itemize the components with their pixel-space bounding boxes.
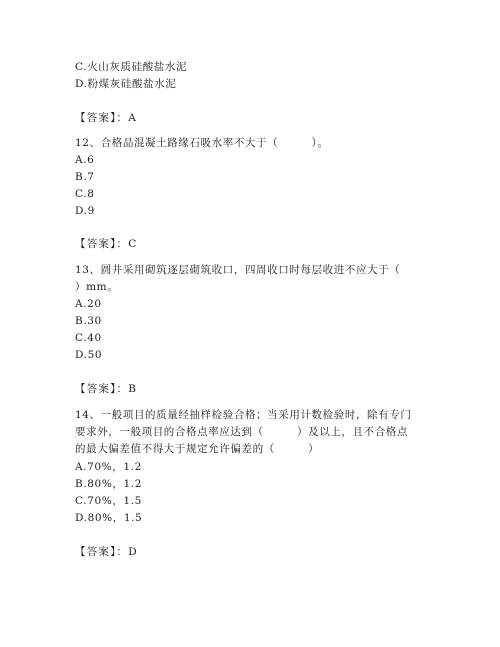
option-c: C.火山灰质硅酸盐水泥 — [75, 61, 188, 73]
option-d: D.50 — [75, 349, 103, 361]
question-12-stem: 12、合格品混凝土路缘石吸水率不大于（ ）。 — [75, 137, 329, 149]
option-c: C.70%，1.5 — [75, 495, 142, 507]
option-c: C.8 — [75, 188, 95, 200]
answer-line: 【答案】：B — [75, 383, 138, 395]
option-d: D.9 — [75, 205, 95, 217]
answer-line: 【答案】：D — [75, 546, 138, 558]
option-b: B.7 — [75, 171, 95, 183]
option-a: A.70%，1.2 — [75, 461, 142, 473]
answer-line: 【答案】：C — [75, 238, 138, 250]
option-d: D.粉煤灰硅酸盐水泥 — [75, 78, 177, 90]
question-14-stem-cont: 的最大偏差值不得大于规定允许偏差的（ ） — [75, 443, 320, 455]
question-14-stem: 14、一般项目的质量经抽样检验合格；当采用计数检验时，除有专门 — [75, 409, 412, 421]
option-b: B.80%，1.2 — [75, 478, 142, 490]
option-c: C.40 — [75, 332, 102, 344]
option-a: A.20 — [75, 298, 102, 310]
question-13-stem-cont: ）mm。 — [75, 281, 119, 293]
option-b: B.30 — [75, 315, 102, 327]
question-14-stem-cont: 要求外，一般项目的合格点率应达到（ ）及以上，且不合格点 — [75, 426, 408, 438]
option-a: A.6 — [75, 154, 95, 166]
question-13-stem: 13、圆井采用砌筑逐层砌筑收口，四周收口时每层收进不应大于（ — [75, 264, 401, 276]
answer-line: 【答案】：A — [75, 112, 138, 124]
option-d: D.80%，1.5 — [75, 512, 143, 524]
